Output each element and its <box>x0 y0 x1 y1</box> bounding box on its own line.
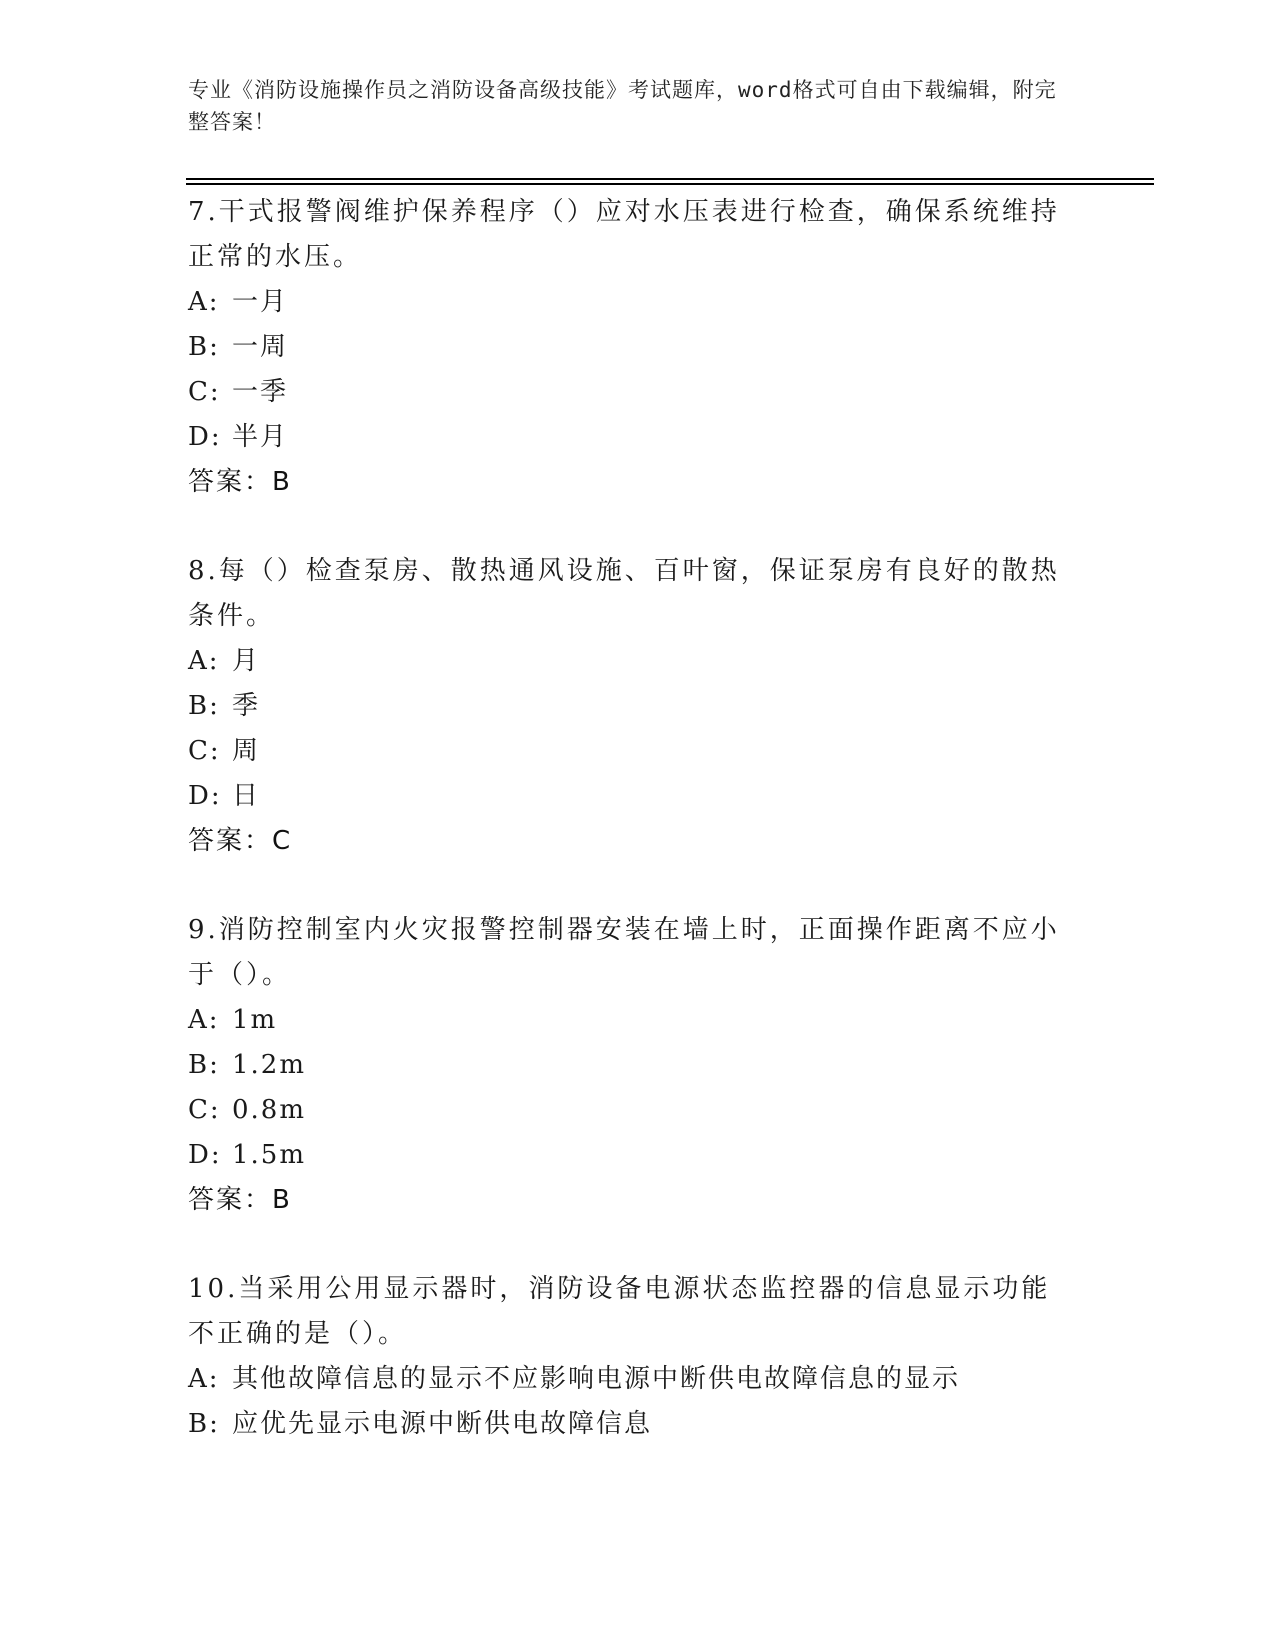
answer-line: 答案：C <box>188 826 293 856</box>
option-letter: A: <box>188 1005 220 1035</box>
option-text: 一周 <box>232 332 289 362</box>
option-d <box>188 415 1088 460</box>
option-c <box>188 370 1088 415</box>
option-b <box>188 325 1088 370</box>
option-text: 1.2m <box>232 1050 307 1080</box>
option-text: 半月 <box>232 422 289 452</box>
option-letter: D: <box>188 422 222 452</box>
question-stem: 7.干式报警阀维护保养程序（）应对水压表进行检查，确保系统维持正常的水压。 <box>188 197 1060 272</box>
option-b <box>188 1402 1088 1447</box>
question-10 <box>188 1267 1088 1447</box>
option-text: 1m <box>232 1005 278 1035</box>
header-divider-bottom <box>186 183 1154 185</box>
question-list <box>188 190 1088 1447</box>
question-spacer <box>188 864 1088 908</box>
option-text: 日 <box>232 781 261 811</box>
option-c <box>188 729 1088 774</box>
option-text: 1.5m <box>232 1140 307 1170</box>
option-letter: C: <box>188 736 221 766</box>
option-letter: B: <box>188 691 220 721</box>
option-text: 其他故障信息的显示不应影响电源中断供电故障信息的显示 <box>232 1364 961 1394</box>
option-text: 周 <box>232 736 261 766</box>
option-letter: A: <box>188 287 220 317</box>
option-a <box>188 1357 1088 1402</box>
question-spacer <box>188 505 1088 549</box>
option-a <box>188 280 1088 325</box>
option-letter: D: <box>188 781 222 811</box>
question-stem: 9.消防控制室内火灾报警控制器安装在墙上时，正面操作距离不应小于（）。 <box>188 915 1060 990</box>
question-9 <box>188 908 1088 1223</box>
option-b <box>188 1043 1088 1088</box>
option-letter: A: <box>188 646 220 676</box>
option-a <box>188 998 1088 1043</box>
option-a <box>188 639 1088 684</box>
option-letter: D: <box>188 1140 222 1170</box>
option-d <box>188 1133 1088 1178</box>
answer-line: 答案：B <box>188 1185 292 1215</box>
header-divider-top <box>186 178 1154 180</box>
option-letter: B: <box>188 1050 220 1080</box>
option-text: 季 <box>232 691 261 721</box>
option-letter: C: <box>188 1095 221 1125</box>
option-d <box>188 774 1088 819</box>
question-spacer <box>188 1223 1088 1267</box>
question-8 <box>188 549 1088 864</box>
question-stem: 10.当采用公用显示器时，消防设备电源状态监控器的信息显示功能不正确的是（）。 <box>188 1274 1051 1349</box>
question-7 <box>188 190 1088 505</box>
option-text: 0.8m <box>232 1095 307 1125</box>
option-b <box>188 684 1088 729</box>
option-letter: C: <box>188 377 221 407</box>
option-letter: B: <box>188 1409 220 1439</box>
option-c <box>188 1088 1088 1133</box>
option-text: 应优先显示电源中断供电故障信息 <box>232 1409 653 1439</box>
option-letter: A: <box>188 1364 220 1394</box>
option-letter: B: <box>188 332 220 362</box>
option-text: 一季 <box>232 377 289 407</box>
document-header: 专业《消防设施操作员之消防设备高级技能》考试题库，word格式可自由下载编辑，附完整答案！ <box>188 78 1057 134</box>
option-text: 月 <box>232 646 261 676</box>
option-text: 一月 <box>232 287 289 317</box>
question-stem: 8.每（）检查泵房、散热通风设施、百叶窗，保证泵房有良好的散热条件。 <box>188 556 1060 631</box>
answer-line: 答案：B <box>188 467 292 497</box>
